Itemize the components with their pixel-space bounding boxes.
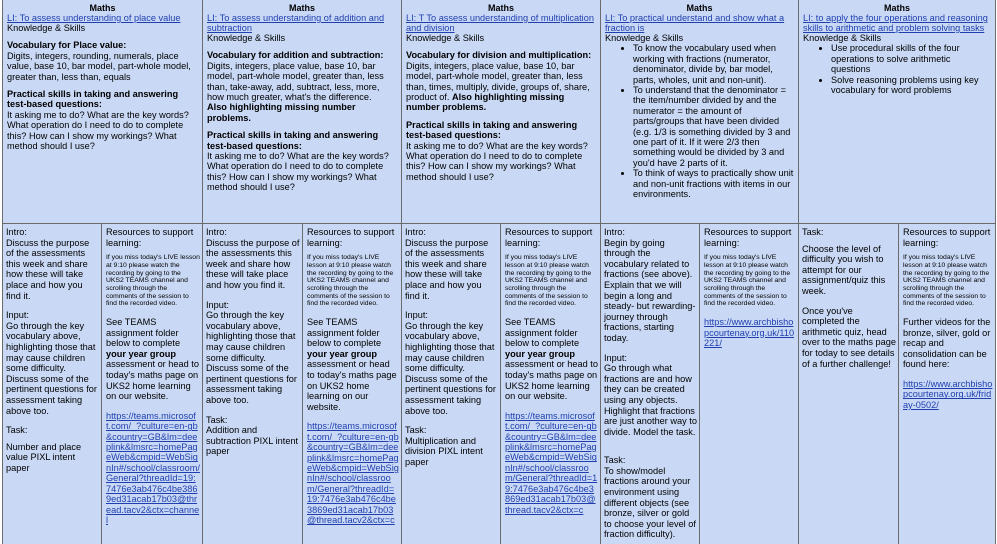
teams-link[interactable]: https://teams.microsoft.com/_?culture=en-gb&country=GB&lm=deeplink&lmsrc=homePageWeb&cmpid=WebSignIn#/school/classroom/General?threadId=19:7476e3ab476c4be3869ed31acab17b03@thread.tacv2&ctx=c	[505, 410, 598, 515]
input-text: Go through the key vocabulary above, highlighting those that may cause children some difficulty.	[405, 320, 495, 374]
resources-title: Resources to support learning:	[903, 227, 991, 248]
lesson-cell	[799, 224, 899, 544]
learning-intention: LI: To assess understanding of addition and subtraction	[207, 13, 385, 33]
task-label: Task:	[604, 455, 626, 466]
top-cell	[3, 0, 202, 224]
practical-text: It asking me to do? What are the key words? What operation do I need to do to complete this? How can I show my workings? What method should I use?	[7, 109, 189, 152]
top-cell	[203, 0, 401, 224]
column-four-operations	[798, 0, 996, 544]
objective-item: • Use procedural skills of the four operations to solve arithmetic questions	[831, 43, 991, 74]
practical-text: It asking me to do? What are the key words? What operation do I need to do to complete this? How can I show my workings? What method should I use?	[406, 140, 588, 182]
column-place-value	[2, 0, 202, 544]
vocab-text: Digits, integers, place value, base 10, bar model, part-whole model, greater than, less than, times, multiply, divide, groups of, share, product of. Also highlighting missing number problems.	[406, 60, 590, 113]
resources-cell	[501, 224, 600, 544]
input-text: Go through the key vocabulary above, highlighting those that may cause children some difficulty.	[206, 310, 296, 363]
objectives-list	[803, 43, 991, 95]
intro-text: Discuss the purpose of the assessments this week and share how these will take place and how you find it.	[206, 237, 300, 290]
intro-text: Begin by going through the vocabulary related to fractions (see above). Explain that we will begin a long and steady- but rewarding- journey through fractions, starting today.	[604, 237, 696, 343]
top-cell	[601, 0, 798, 224]
website-link[interactable]: https://www.archbishopcourtenay.org.uk/friday-0502/	[903, 379, 993, 410]
intro-label: Intro:	[405, 227, 426, 237]
task-label: Task:	[405, 425, 427, 436]
input-text: Go through the key vocabulary above, highlighting those that may cause children some difficulty.	[6, 320, 96, 374]
lesson-cell	[203, 224, 303, 544]
learning-intention: LI: To assess understanding of place value	[7, 13, 181, 23]
top-cell	[402, 0, 600, 224]
intro-text: Discuss the purpose of the assessments this week and share how these will take place and how you find it.	[6, 237, 90, 301]
subject-header: Maths	[89, 3, 116, 13]
intro-label: Intro:	[604, 227, 625, 237]
task-text-2: Once you've completed the arithmetic quiz, head over to the maths page for today to see details of a further challenge!	[802, 305, 896, 369]
live-lesson-note: If you miss today's LIVE lesson at 9:10 please watch the recording by going to the UKS2 TEAMS channel and scrolling through the comments of the session to find the recorded video.	[505, 254, 592, 308]
resources-title: Resources to support learning:	[106, 227, 194, 248]
task-text: Choose the level of difficulty you wish to attempt for our assignment/quiz this week.	[802, 243, 886, 296]
resources-title: Resources to support learning:	[307, 227, 395, 248]
column-fractions	[600, 0, 798, 544]
teams-instructions: See TEAMS assignment folder below to complete your year group assessment or head to today's maths page on UKS2 home learning on our website.	[106, 317, 199, 402]
input-text-2: Discuss some of the pertinent questions for assessment taking above too.	[405, 373, 496, 416]
practical-title: Practical skills in taking and answering test-based questions:	[7, 89, 179, 110]
objective-item: • To understand that the denominator = the item/number divided by and the numerator = the amount of parts/groups that have been divided (e.g. 1/3 is something divided by 3 and one part of it. If it were 2/3 then something would be divided by 3 and you'd have 2 parts of it.	[633, 85, 794, 168]
vocab-bold: Also highlighting missing number problems.	[207, 102, 356, 123]
practical-title: Practical skills in taking and answering test-based questions:	[406, 119, 578, 141]
subject-header: Maths	[487, 3, 514, 13]
resources-cell	[700, 224, 798, 544]
vocab-text: Digits, integers, rounding, numerals, place value, base 10, bar model, part-whole model, greater than, less than, equals	[7, 50, 191, 82]
practical-text: It asking me to do? What are the key words? What operation do I need to do to complete this? How can I show my workings? What method should I use?	[207, 151, 389, 193]
task-text: Addition and subtraction PIXL intent paper	[206, 425, 299, 457]
knowledge-skills: Knowledge & Skills	[605, 33, 684, 43]
knowledge-skills: Knowledge & Skills	[207, 33, 286, 43]
objective-item: • Solve reasoning problems using key vocabulary for word problems	[831, 75, 991, 96]
objective-item: • To know the vocabulary used when working with fractions (numerator, denominator, divide by, bar model, parts, wholes, unit and non-unit).	[633, 43, 794, 85]
objectives-list	[605, 43, 794, 199]
knowledge-skills: Knowledge & Skills	[7, 23, 86, 33]
resources-cell	[899, 224, 995, 544]
input-text-2: Discuss some of the pertinent questions for assessment taking above too.	[206, 363, 297, 405]
website-link[interactable]: https://www.archbishopcourtenay.org.uk/110221/	[704, 317, 795, 348]
task-label: Task:	[802, 227, 824, 237]
task-text: To show/model fractions around your environment using different objects (see bronze, silver or gold to choose your level of fraction difficulty).	[604, 465, 696, 540]
input-label: Input:	[405, 310, 428, 321]
subject-header: Maths	[883, 3, 910, 13]
lesson-cell	[601, 224, 700, 544]
knowledge-skills: Knowledge & Skills	[406, 33, 485, 43]
subject-header: Maths	[288, 3, 315, 13]
vocab-title: Vocabulary for Place value:	[7, 40, 127, 51]
objective-item: • To think of ways to practically show unit and non-unit fractions with items in our environments.	[633, 168, 794, 199]
resources-cell	[303, 224, 401, 544]
input-label: Input:	[206, 299, 229, 310]
task-label: Task:	[206, 414, 228, 425]
input-text: Go through what fractions are and how they can be created using any objects. Highlight that fractions are just another way to divide. Model the task.	[604, 363, 697, 437]
vocab-title: Vocabulary for addition and subtraction:	[207, 50, 384, 61]
live-lesson-note: If you miss today's LIVE lesson at 9:10 please watch the recording by going to the UKS2 TEAMS channel and scrolling through the comments of the session to find the recorded video.	[307, 254, 394, 308]
live-lesson-note: If you miss today's LIVE lesson at 9:10 please watch the recording by going to the UKS2 TEAMS channel and scrolling through the comments of the session to find the recorded video.	[903, 254, 990, 308]
column-addition-subtraction	[202, 0, 401, 544]
knowledge-skills: Knowledge & Skills	[803, 33, 882, 43]
learning-intention: LI: To practical understand and show what a fraction is	[605, 13, 785, 33]
learning-intention: LI: to apply the four operations and reasoning skills to arithmetic and problem solving tasks	[803, 13, 988, 33]
intro-label: Intro:	[6, 227, 27, 237]
intro-text: Discuss the purpose of the assessments this week and share how these will take place and how you find it.	[405, 237, 489, 301]
top-cell	[799, 0, 995, 224]
subject-header: Maths	[686, 3, 713, 13]
teams-link[interactable]: https://teams.microsoft.com/_?culture=en-gb&country=GB&lm=deeplink&lmsrc=homePageWeb&cmpid=WebSignIn#/school/classroom/General?threadId=19:7476e3ab476c4be3869ed31acab17b03@thread.tacv2&ctx=c	[307, 421, 399, 526]
learning-intention: LI: T To assess understanding of multiplication and division	[406, 13, 594, 33]
task-label: Task:	[6, 425, 28, 436]
teams-link[interactable]: https://teams.microsoft.com/_?culture=en-gb&country=GB&lm=deeplink&lmsrc=homePageWeb&cmpid=WebSignIn#/school/classroom/General?threadId=19:7476e3ab476c4be3869ed31acab17b03@thread.tacv2&ctx=channel	[106, 410, 200, 525]
live-lesson-note: If you miss today's LIVE lesson at 9:10 please watch the recording by going to the UKS2 TEAMS channel and scrolling through the comments of the session to find the recorded video.	[106, 254, 200, 308]
task-text: Multiplication and division PIXL intent paper	[405, 435, 483, 467]
vocab-bold: Also highlighting missing number problems.	[406, 92, 565, 113]
lesson-cell	[3, 224, 102, 544]
teams-instructions: See TEAMS assignment folder below to complete your year group assessment or head to today's maths page on UKS2 home learning on our website.	[505, 317, 598, 402]
further-videos-text: Further videos for the bronze, silver, gold or recap and consolidation can be found here:	[903, 317, 991, 370]
resources-title: Resources to support learning:	[704, 227, 792, 248]
task-text: Number and place value PIXL intent paper	[6, 441, 82, 473]
column-multiplication-division	[401, 0, 600, 544]
input-label: Input:	[604, 352, 627, 363]
input-label: Input:	[6, 310, 29, 321]
lesson-cell	[402, 224, 501, 544]
resources-cell	[102, 224, 202, 544]
resources-title: Resources to support learning:	[505, 227, 593, 248]
live-lesson-note: If you miss today's LIVE lesson at 9:10 please watch the recording by going to the UKS2 TEAMS channel and scrolling through the comments of the session to find the recorded video.	[704, 254, 791, 308]
vocab-title: Vocabulary for division and multiplication:	[406, 50, 592, 61]
practical-title: Practical skills in taking and answering test-based questions:	[207, 130, 379, 151]
input-text-2: Discuss some of the pertinent questions for assessment taking above too.	[6, 373, 97, 416]
vocab-text: Digits, integers, place value, base 10, bar model, part-whole model, greater than, less than, take-away, add, subtract, less, more, how much greater, what's the difference.	[207, 60, 384, 103]
intro-label: Intro:	[206, 227, 227, 237]
teams-instructions: See TEAMS assignment folder below to complete your year group assessment or head to today's maths page on UKS2 home learning on our website.	[307, 317, 397, 412]
